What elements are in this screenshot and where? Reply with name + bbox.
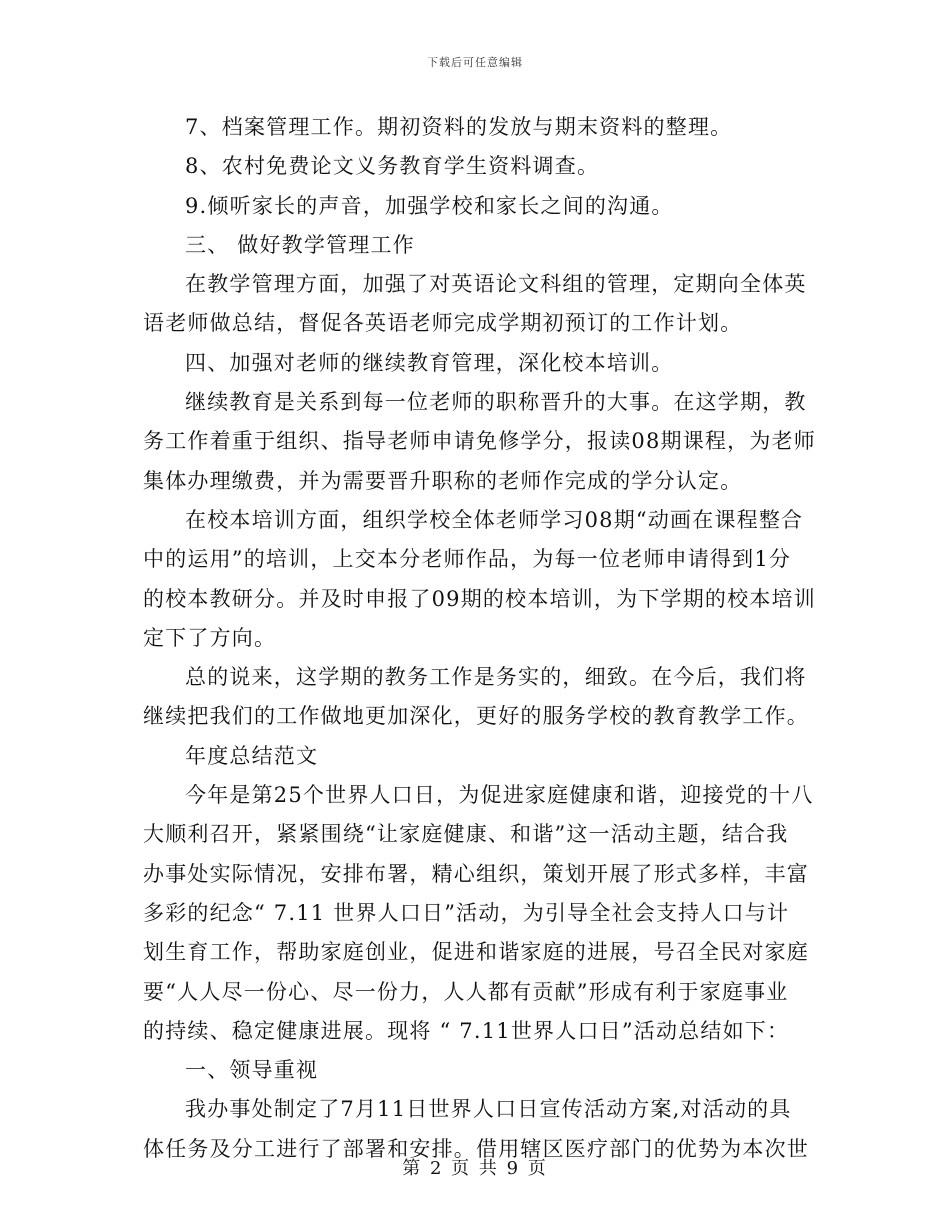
text-line: 的校本教研分。并及时申报了09期的校本培训，为下学期的校本培训 [143,586,816,611]
text-line: 体任务及分工进行了部署和安排。借用辖区医疗部门的优势为本次世 [143,1136,809,1161]
text-line: 集体办理缴费，并为需要晋升职称的老师作完成的学分认定。 [143,468,743,493]
section-heading: 三、 做好教学管理工作 [185,232,415,257]
text-line: 语老师做总结，督促各英语老师完成学期初预订的工作计划。 [143,311,743,336]
text-line: 的持续、稳定健康进展。现将 “ 7.11世界人口日”活动总结如下： [143,1018,790,1043]
text-line: 务工作着重于组织、指导老师申请免修学分，报读08期课程，为老师 [143,429,816,454]
text-line: 划生育工作，帮助家庭创业，促进和谐家庭的进展，号召全民对家庭 [143,940,809,965]
section-heading: 一、领导重视 [185,1058,319,1083]
text-line: 8、农村免费论文义务教育学生资料调查。 [185,154,600,179]
text-line: 7、档案管理工作。期初资料的发放与期末资料的整理。 [185,115,733,139]
text-line: 办事处实际情况，安排布署，精心组织，策划开展了形式多样，丰富 [143,861,809,886]
page-header: 下载后可任意编辑 [427,56,523,69]
text-line: 定下了方向。 [143,625,277,650]
text-line: 9.倾听家长的声音，加强学校和家长之间的沟通。 [185,193,674,218]
text-line: 我办事处制定了7月11日世界人口日宣传活动方案,对活动的具 [185,1097,792,1122]
section-heading: 四、加强对老师的继续教育管理，深化校本培训。 [185,350,674,375]
text-line: 总的说来，这学期的教务工作是务实的，细致。在今后，我们将 [185,665,807,690]
text-line: 继续把我们的工作做地更加深化，更好的服务学校的教育教学工作。 [143,704,809,729]
page-number-footer: 第 2 页 共 9 页 [402,1158,548,1179]
text-line: 中的运用”的培训，上交本分老师作品，为每一位老师申请得到1分 [143,547,792,572]
section-title: 年度总结范文 [185,743,319,768]
text-line: 继续教育是关系到每一位老师的职称晋升的大事。在这学期，教 [185,390,807,415]
text-line: 要“人人尽一份心、尽一份力，人人都有贡献”形成有利于家庭事业 [143,979,789,1004]
text-line: 在校本培训方面，组织学校全体老师学习08期“动画在课程整合 [185,507,804,532]
text-line: 今年是第25个世界人口日，为促进家庭健康和谐，迎接党的十八 [185,783,814,808]
text-line: 大顺利召开，紧紧围绕“让家庭健康、和谐”这一活动主题，结合我 [143,822,789,847]
document-body [143,108,816,1169]
text-line: 在教学管理方面，加强了对英语论文科组的管理，定期向全体英 [185,272,807,297]
text-line: 多彩的纪念“ 7.11 世界人口日”活动，为引导全社会支持人口与计 [143,900,790,925]
